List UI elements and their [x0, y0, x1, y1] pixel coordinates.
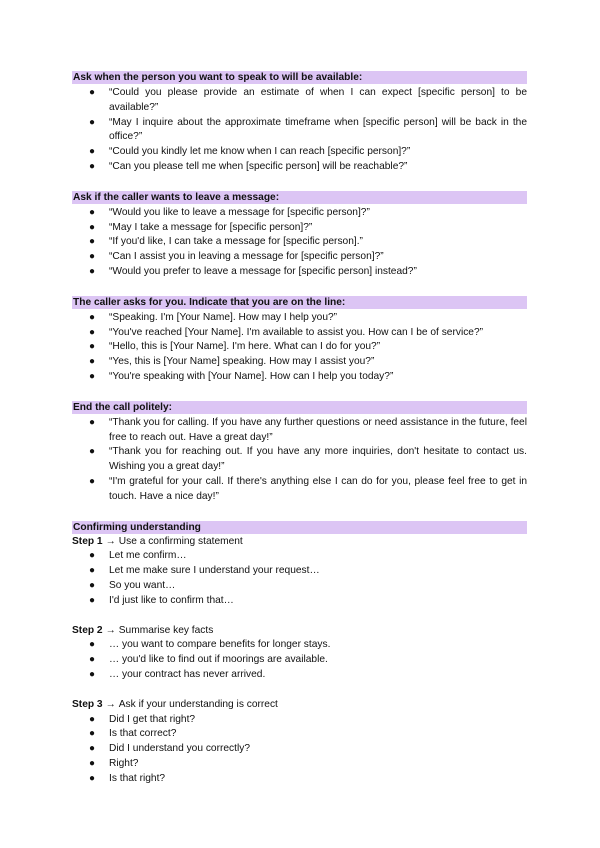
- list-item: ● Right?: [72, 757, 527, 772]
- list-item: ● “Speaking. I'm [Your Name]. How may I help you?”: [72, 311, 527, 326]
- bullet-icon: ●: [89, 206, 96, 218]
- bullet-icon: ●: [89, 311, 96, 323]
- section-heading-confirming: Confirming understanding: [72, 521, 527, 534]
- step-label: Step 2: [72, 624, 103, 636]
- list-item: ● “Would you like to leave a message for [specific person]?”: [72, 206, 527, 221]
- bullet-icon: ●: [89, 757, 96, 769]
- section-heading-availability: Ask when the person you want to speak to will be available:: [72, 71, 527, 84]
- bullet-icon: ●: [89, 341, 96, 353]
- bullet-list-step-2: [72, 638, 527, 682]
- list-item: ● “Could you kindly let me know when I can reach [specific person]?”: [72, 145, 527, 160]
- bullet-icon: ●: [89, 594, 96, 606]
- list-item: ● Did I understand you correctly?: [72, 742, 527, 757]
- section-heading-on-the-line: The caller asks for you. Indicate that you are on the line:: [72, 296, 527, 309]
- step-2-line: [72, 624, 527, 639]
- list-item: ● Did I get that right?: [72, 713, 527, 728]
- list-item: ● “You've reached [Your Name]. I'm available to assist you. How can I be of service?”: [72, 326, 527, 341]
- bullet-icon: ●: [89, 251, 96, 263]
- bullet-icon: ●: [89, 356, 96, 368]
- step-label: Step 1: [72, 535, 103, 547]
- bullet-icon: ●: [89, 565, 96, 577]
- list-item: ● “May I take a message for [specific person]?”: [72, 221, 527, 236]
- bullet-icon: ●: [89, 743, 96, 755]
- step-label: Step 3: [72, 698, 103, 710]
- list-item: ● Is that correct?: [72, 727, 527, 742]
- arrow-right-icon: →: [105, 535, 116, 547]
- bullet-list-on-the-line: [72, 311, 527, 385]
- section-heading-end-call: End the call politely:: [72, 401, 527, 414]
- bullet-icon: ●: [89, 146, 96, 158]
- list-item: ● “Could you please provide an estimate of when I can expect [specific person] to be available?”: [89, 87, 527, 113]
- bullet-list-end-call: [72, 416, 527, 505]
- bullet-icon: ●: [89, 221, 96, 233]
- list-item: ● Let me make sure I understand your request…: [72, 564, 527, 579]
- list-item: ● “I'm grateful for your call. If there's anything else I can do for you, please feel free to get in touch. Have a nice day!”: [89, 475, 527, 502]
- bullet-icon: ●: [89, 116, 96, 128]
- list-item: ● … your contract has never arrived.: [72, 668, 527, 683]
- bullet-icon: ●: [89, 550, 96, 562]
- list-item: ● … you'd like to find out if moorings are available.: [72, 653, 527, 668]
- bullet-list-leave-message: [72, 206, 527, 280]
- list-item: ● “May I inquire about the approximate timeframe when [specific person] will be back in the office?”: [89, 116, 527, 143]
- bullet-icon: ●: [89, 475, 96, 487]
- step-text: Use a confirming statement: [118, 535, 243, 547]
- bullet-icon: ●: [89, 416, 96, 428]
- list-item: ● “Can I assist you in leaving a message for [specific person]?”: [72, 250, 527, 265]
- bullet-icon: ●: [89, 326, 96, 338]
- list-item: ● So you want…: [72, 579, 527, 594]
- bullet-icon: ●: [89, 160, 96, 172]
- bullet-icon: ●: [89, 87, 96, 98]
- bullet-list-step-3: [72, 713, 527, 787]
- list-item: ● I'd just like to confirm that…: [72, 594, 527, 609]
- list-item: ● “Would you prefer to leave a message for [specific person] instead?”: [72, 265, 527, 280]
- list-item: ● “Thank you for calling. If you have any further questions or need assistance in the future, feel free to reach out. Have a great day!”: [89, 416, 527, 443]
- bullet-icon: ●: [89, 236, 96, 248]
- bullet-icon: ●: [89, 772, 96, 784]
- step-3-line: [72, 698, 527, 713]
- bullet-list-availability: [72, 86, 527, 175]
- bullet-icon: ●: [89, 579, 96, 591]
- step-text: Ask if your understanding is correct: [118, 698, 278, 710]
- bullet-list-step-1: [72, 549, 527, 608]
- bullet-icon: ●: [89, 654, 96, 666]
- list-item: ● “You're speaking with [Your Name]. How can I help you today?”: [72, 370, 527, 385]
- arrow-right-icon: →: [105, 698, 116, 710]
- bullet-icon: ●: [89, 265, 96, 277]
- section-heading-leave-message: Ask if the caller wants to leave a message:: [72, 191, 527, 204]
- list-item: ● Is that right?: [72, 772, 527, 787]
- bullet-icon: ●: [89, 728, 96, 740]
- bullet-icon: ●: [89, 370, 96, 382]
- list-item: ● “If you'd like, I can take a message for [specific person].”: [72, 235, 527, 250]
- bullet-icon: ●: [89, 446, 96, 458]
- step-1-line: [72, 535, 527, 550]
- list-item: ● … you want to compare benefits for longer stays.: [72, 638, 527, 653]
- list-item: ● Let me confirm…: [72, 549, 527, 564]
- bullet-icon: ●: [89, 668, 96, 680]
- document-content: [72, 71, 527, 786]
- list-item: ● “Yes, this is [Your Name] speaking. How may I assist you?”: [72, 355, 527, 370]
- arrow-right-icon: →: [105, 624, 116, 636]
- list-item: ● “Can you please tell me when [specific person] will be reachable?”: [72, 160, 527, 175]
- list-item: ● “Hello, this is [Your Name]. I'm here. What can I do for you?”: [72, 340, 527, 355]
- step-text: Summarise key facts: [118, 624, 214, 636]
- list-item: ● “Thank you for reaching out. If you have any more inquiries, don't hesitate to contact us. Wishing you a great day!”: [89, 446, 527, 473]
- bullet-icon: ●: [89, 639, 96, 651]
- bullet-icon: ●: [89, 713, 96, 725]
